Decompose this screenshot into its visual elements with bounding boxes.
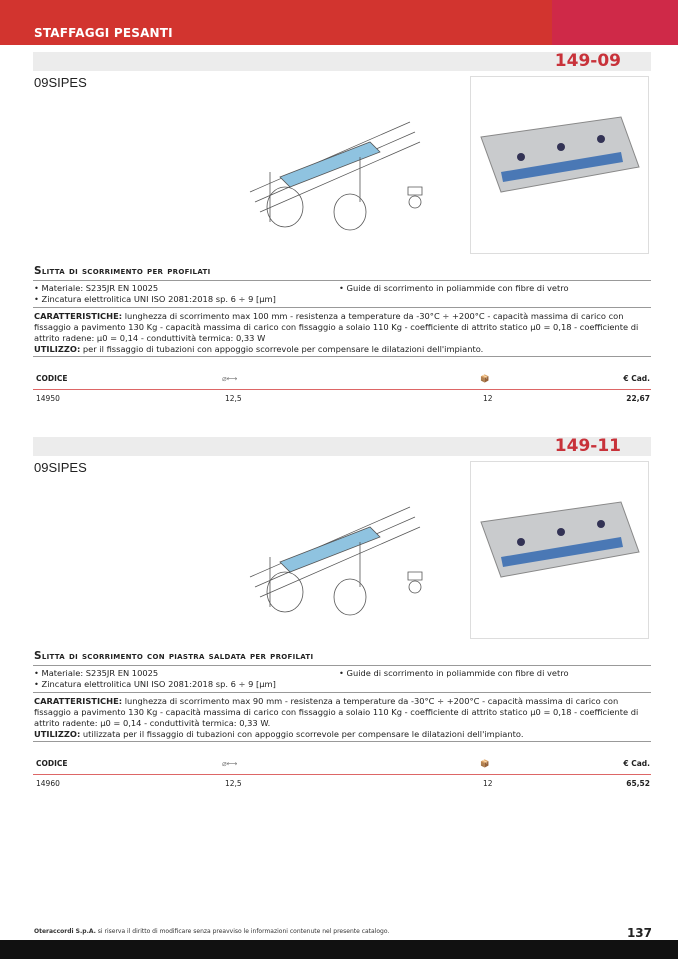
cell-diameter: 12,5 — [225, 394, 242, 403]
product-family: 09SIPES — [34, 75, 87, 90]
cell-package: 12 — [483, 779, 493, 788]
description — [34, 311, 651, 355]
feature-list — [34, 668, 649, 690]
product-family: 09SIPES — [34, 460, 87, 475]
code-bar — [33, 52, 651, 71]
divider — [33, 741, 651, 742]
package-icon: 📦 — [480, 759, 490, 768]
package-icon: 📦 — [480, 374, 490, 383]
col-header-code: CODICE — [36, 759, 68, 768]
cell-package: 12 — [483, 394, 493, 403]
header-accent — [552, 0, 678, 45]
col-header-code: CODICE — [36, 374, 68, 383]
product-code: 149-09 — [554, 51, 621, 71]
feature-list — [34, 283, 649, 305]
characteristics-label: CARATTERISTICHE: — [34, 696, 123, 706]
diameter-icon: ⌀⟷ — [222, 759, 238, 768]
product-section — [0, 52, 678, 432]
usage-text: utilizzata per il fissaggio di tubazioni con appoggio scorrevole per compensare le dilatazioni dell'impianto. — [80, 729, 524, 739]
characteristics-text: lunghezza di scorrimento max 90 mm - resistenza a temperature da -30°C ÷ +200°C - capacità massima di carico con fissaggio a pavimento 130 Kg - capacità massima di carico con fissaggio a solaio 110 Kg - coefficiente di attrito statico µ0 = 0,18 - coefficiente di attrito radente: µ0 = 0,14 - conduttività termica: 0,33 W. — [34, 696, 639, 728]
product-title: Slitta di scorrimento con piastra saldata per profilati — [34, 650, 314, 662]
description — [34, 696, 651, 740]
footer-text: si riserva il diritto di modificare senza preavviso le informazioni contenute nel presente catalogo. — [95, 928, 390, 935]
usage-label: UTILIZZO: — [34, 729, 81, 739]
diameter-icon: ⌀⟷ — [222, 374, 238, 383]
page-header — [0, 0, 678, 45]
category-title: STAFFAGGI PESANTI — [34, 26, 173, 40]
feature-item: • Materiale: S235JR EN 10025 — [34, 283, 159, 293]
footer-note — [34, 928, 389, 935]
bottom-bar — [0, 940, 678, 959]
col-header-price: € Cad. — [623, 374, 650, 383]
characteristics-text: lunghezza di scorrimento max 100 mm - resistenza a temperature da -30°C ÷ +200°C - capacità massima di carico con fissaggio a pavimento 130 Kg - capacità massima di carico con fissaggio a solaio 110 Kg - coefficiente di attrito statico µ0 = 0,18 - coefficiente di attrito radene: µ0 = 0,14 - conduttività termica: 0,33 W — [34, 311, 639, 343]
page-number: 137 — [626, 926, 652, 940]
product-code: 149-11 — [554, 436, 621, 456]
table-divider — [33, 389, 651, 390]
cell-diameter: 12,5 — [225, 779, 242, 788]
col-header-price: € Cad. — [623, 759, 650, 768]
footer-company: Oteraccordi S.p.A. — [34, 928, 96, 935]
feature-item: • Guide di scorrimento in poliammide con fibre di vetro — [339, 668, 569, 678]
usage-text: per il fissaggio di tubazioni con appoggio scorrevole per compensare le dilatazioni dell'impianto. — [80, 344, 484, 354]
feature-item: • Materiale: S235JR EN 10025 — [34, 668, 159, 678]
product-image — [471, 77, 648, 253]
cell-code: 14950 — [36, 394, 60, 403]
code-bar — [33, 437, 651, 456]
technical-drawing — [240, 487, 435, 622]
cell-price: 22,67 — [626, 394, 650, 403]
divider — [33, 356, 651, 357]
feature-item: • Zincatura elettrolitica UNI ISO 2081:2018 sp. 6 ÷ 9 [µm] — [34, 294, 276, 304]
product-photo — [470, 461, 649, 639]
usage-label: UTILIZZO: — [34, 344, 81, 354]
table-divider — [33, 774, 651, 775]
cell-price: 65,52 — [626, 779, 650, 788]
divider — [33, 280, 651, 281]
divider — [33, 692, 651, 693]
feature-item: • Guide di scorrimento in poliammide con fibre di vetro — [339, 283, 569, 293]
product-photo — [470, 76, 649, 254]
product-image — [471, 462, 648, 638]
feature-item: • Zincatura elettrolitica UNI ISO 2081:2018 sp. 6 ÷ 9 [µm] — [34, 679, 276, 689]
characteristics-label: CARATTERISTICHE: — [34, 311, 123, 321]
divider — [33, 665, 651, 666]
product-section — [0, 437, 678, 817]
divider — [33, 307, 651, 308]
technical-drawing — [240, 102, 435, 237]
product-title: Slitta di scorrimento per profilati — [34, 265, 211, 277]
cell-code: 14960 — [36, 779, 60, 788]
